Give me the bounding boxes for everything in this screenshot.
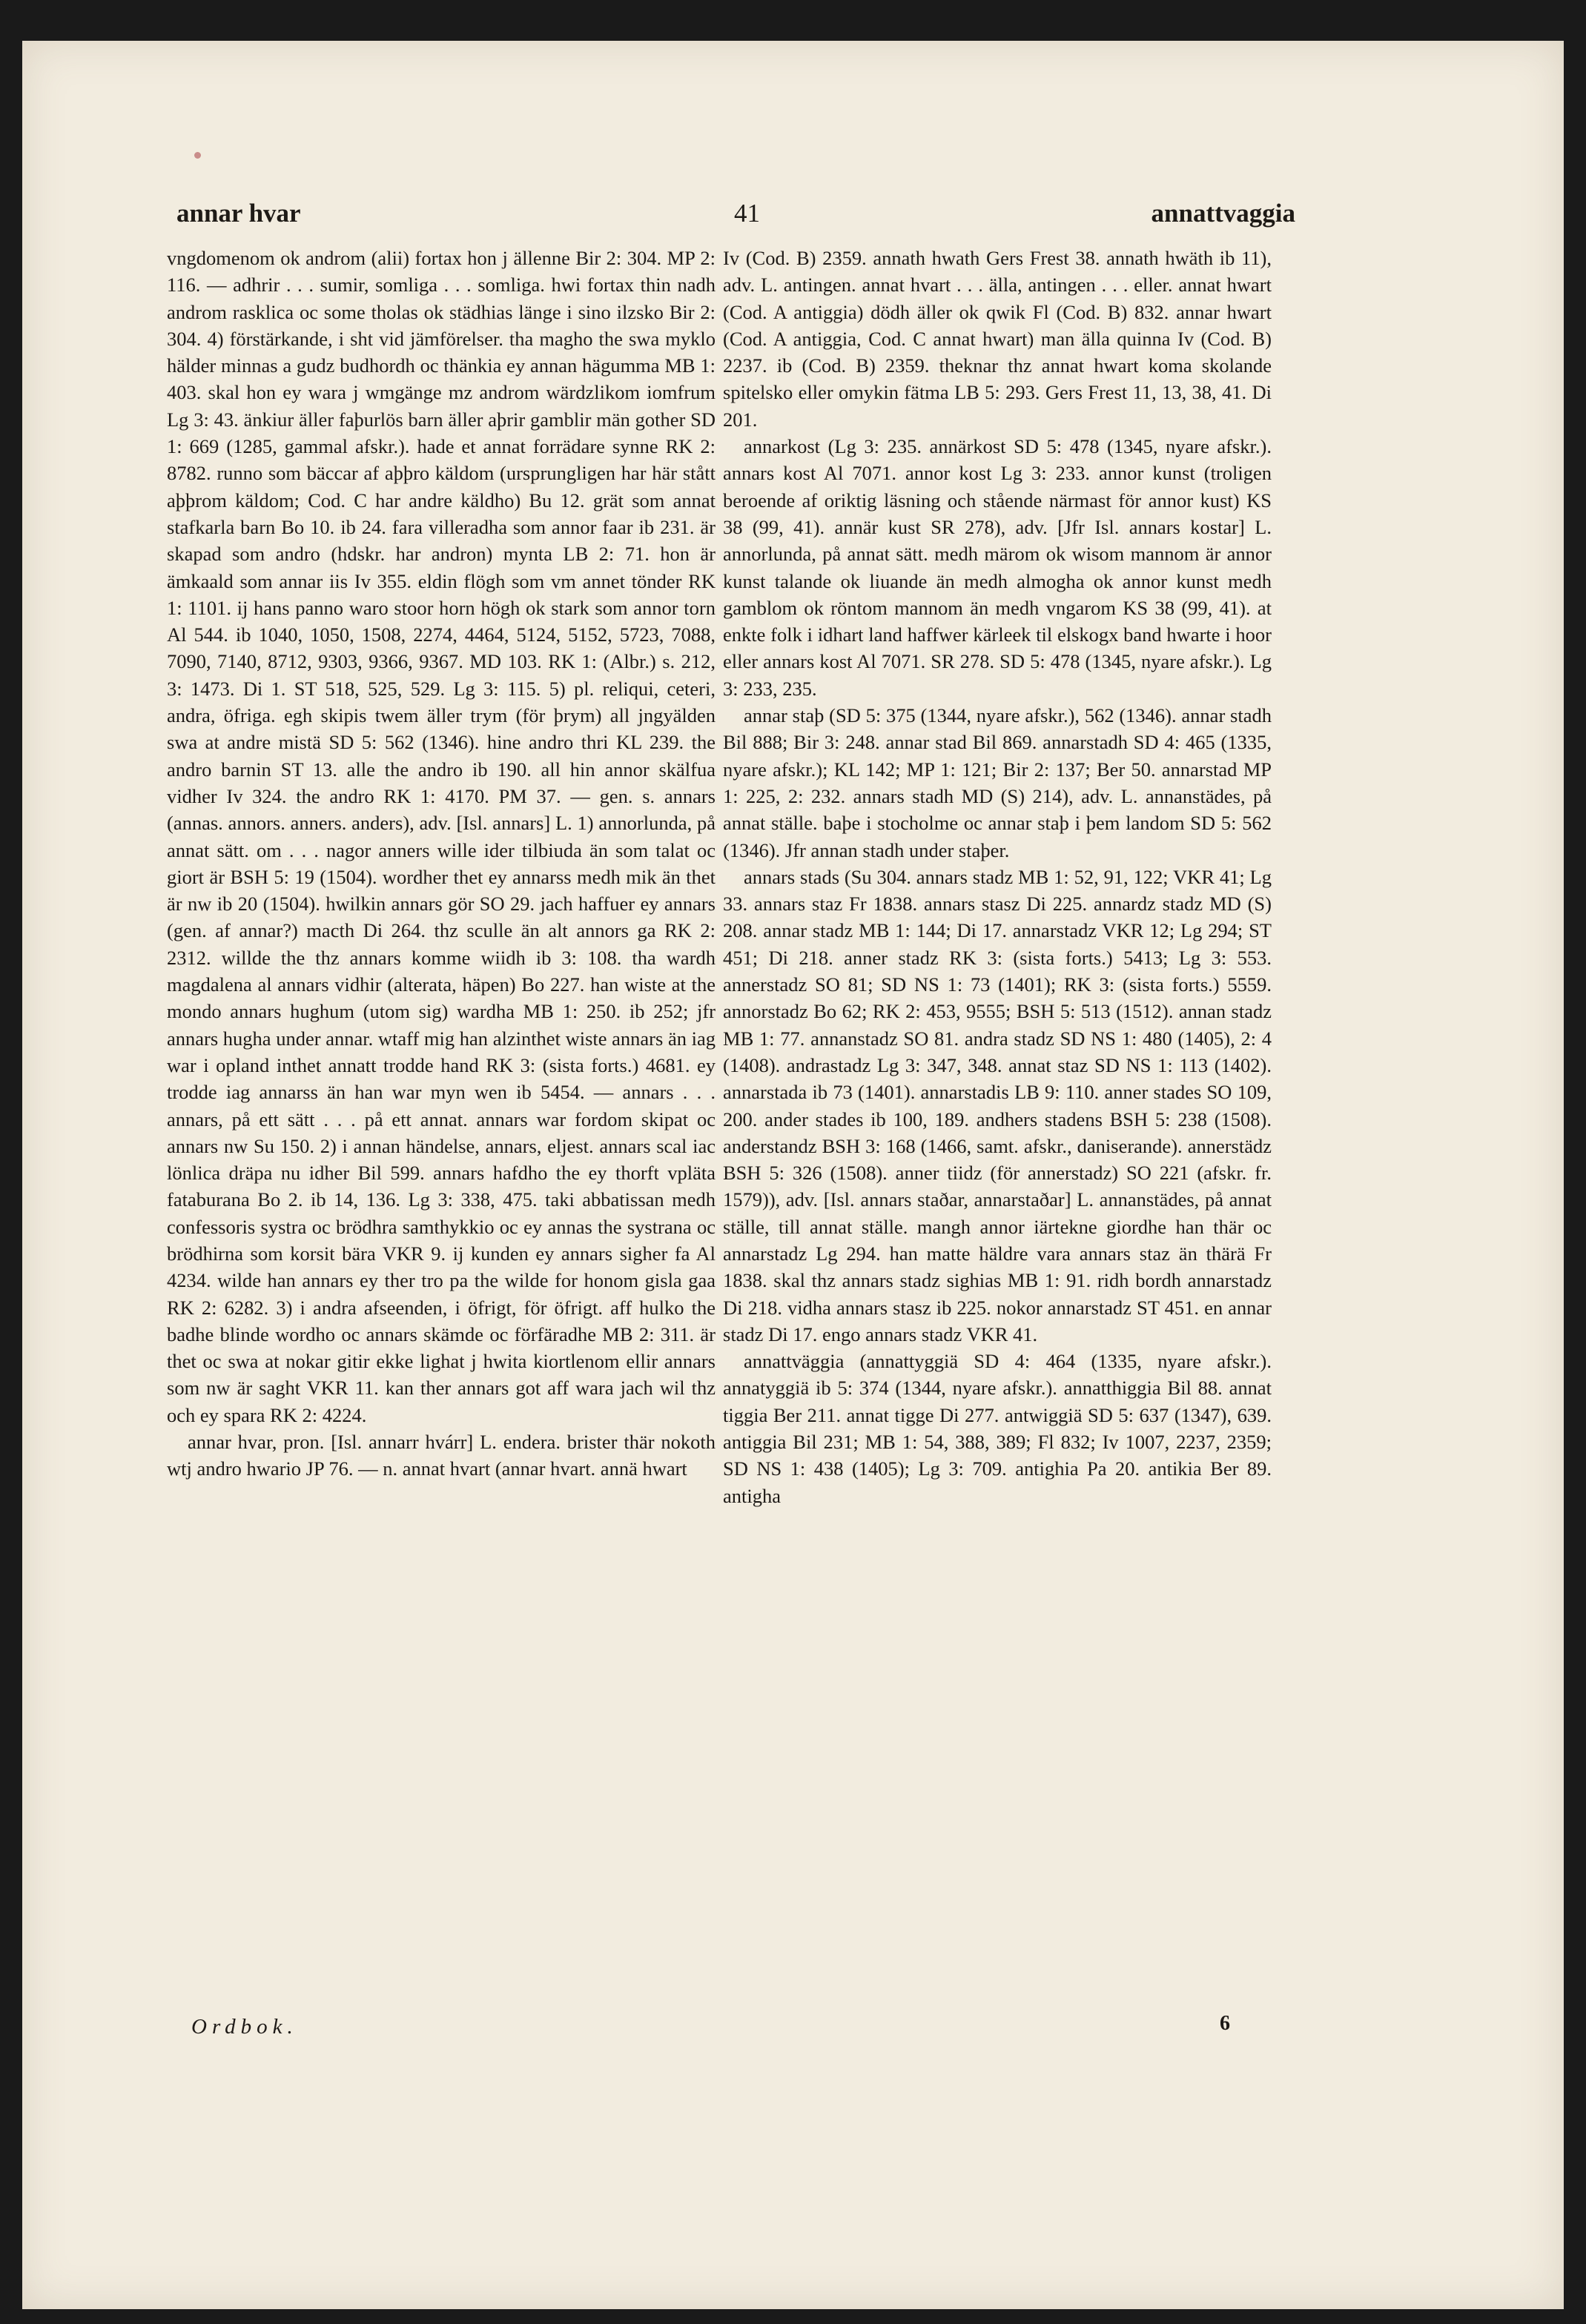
entry-paragraph: annars stads (Su 304. annars stadz MB 1: 52, 91, 122; VKR 41; Lg 33. annars staz Fr 1838. annars stasz Di 225. annardz stadz MD (S) 208. annar stadz MB 1: 144; Di 17. annarstadz VKR 12; Lg 294; ST 451; Di 218. anner stadz RK 3: (sista forts.) 5413; Lg 3: 553. annerstadz SO 81; SD NS 1: 73 (1401); RK 3: (sista forts.) 5559. annorstadz Bo 62; RK 2: 453, 9555; BSH 5: 513 (1512). annan stadz MB 1: 77. annanstadz SO 81. andra stadz SD NS 1: 480 (1405), 2: 4 (1408). andrastadz Lg 3: 347, 348. annat staz SD NS 1: 113 (1402). annarstada ib 73 (1401). annarstadis LB 9: 110. anner stades SO 109, 200. ander stades ib 100, 189. andhers stadens BSH 5: 238 (1508). anderstandz BSH 3: 168 (1466, samt. afskr., daniserande). annerstädz BSH 5: 326 (1508). anner tiidz (för annerstadz) SO 221 (afskr. fr. 1579)), adv. [Isl. annars staðar, annarstaðar] L. annanstädes, på annat ställe, till annat ställe. mangh annor iärtekne giordhe han thär oc annarstadz Lg 294. han matte häldre vara annars staz än thärä Fr 1838. skal thz annars stadz sighias MB 1: 91. ridh bordh annarstadz Di 218. vidha annars stasz ib 225. nokor annarstadz ST 451. en annar stadz Di 17. engo annars stadz VKR 41. <box>723 865 1272 1345</box>
signature-mark: Ordbok. <box>191 2015 298 2039</box>
entry-paragraph: annar hvar, pron. [Isl. annarr hvárr] L. endera. brister thär nokoth wtj andro hwario JP 76. — n. annat hvart (annar hvart. annä hwart <box>167 1431 716 1480</box>
entry-paragraph: vngdomenom ok androm (alii) fortax hon j ällenne Bir 2: 304. MP 2: 116. — adhrir . . . sumir, somliga . . . somliga. hwi fortax thin nadh androm rasklica oc some tholas ok städhias länge i sino ilzsko Bir 2: 304. 4) förstärkande, i sht vid jämförelser. tha magho the swa myklo hälder minnas a gudz budhordh oc thänkia ey annan hägumma MB 1: 403. skal hon ey wara j wmgänge mz androm wärdzlikom iomfrum Lg 3: 43. änkiur äller faþurlös barn äller aþrir gamblir män gother SD 1: 669 (1285, gammal afskr.). hade et annat forrädare synne RK 2: 8782. runno som bäccar af aþþro käldom (ursprungligen har här stått aþþrom käldom; Cod. C har andre käldho) Bu 12. grät som annat stafkarla barn Bo 10. ib 24. fara villeradha som annor faar ib 231. är skapad som andro (hdskr. har andron) mynta LB 2: 71. hon är ämkaald som annar iis Iv 355. eldin flögh som vm annet tönder RK 1: 1101. ij hans panno waro stoor horn högh ok stark som annor torn Al 544. ib 1040, 1050, 1508, 2274, 4464, 5124, 5152, 5723, 7088, 7090, 7140, 8712, 9303, 9366, 9367. MD 103. RK 1: (Albr.) s. 212, 3: 1473. Di 1. ST 518, 525, 529. Lg 3: 115. 5) pl. reliqui, ceteri, andra, öfriga. egh skipis twem äller trym (för þrym) all jngyälden swa at andre mistä SD 5: 562 (1346). hine andro thri KL 239. the andro barnin ST 13. alle the andro ib 190. all hin annor skälfua vidher Iv 324. the andro RK 1: 4170. PM 37. — gen. s. annars (annas. annors. anners. anders), adv. [Isl. annars] L. 1) annorlunda, på annat sätt. om . . . nagor anners wille ider tilbiuda än som talat oc giort är BSH 5: 19 (1504). wordher thet ey annarss medh mik än thet är nw ib 20 (1504). hwilkin annars gör SO 29. jach haffuer ey annars (gen. af annar?) macth Di 264. thz sculle än alt annors ga RK 2: 2312. willde the thz annars komme wiidh ib 3: 108. tha wardh magdalena al annars vidhir (alterata, häpen) Bo 227. han wiste at the mondo annars hughum (utom sig) wardha MB 1: 250. ib 252; jfr annars hugha under annar. wtaff mig han alzinthet wiste annars än iag war i opland inthet annatt trodde hand RK 3: (sista forts.) 4681. ey trodde iag annarss än han war myn wen ib 5454. — annars . . . annars, på ett sätt . . . på ett annat. annars war fordom skipat oc annars nw Su 150. 2) i annan händelse, annars, eljest. annars scal iac lönlica dräpa nu idher Bil 599. annars hafdho the ey thorft vpläta fataburana Bo 2. ib 14, 136. Lg 3: 338, 475. taki abbatissan medh confessoris systra oc brödhra samthykkio oc ey annas the systrana oc brödhirna som korsit bära VKR 9. ij kunden ey annars sigher fa Al 4234. wilde han annars ey ther tro pa the wilde for honom gisla gaa RK 2: 6282. 3) i andra afseenden, i öfrigt, för öfrigt. aff hulko the badhe blinde wordho oc annars skämde oc förfäradhe MB 2: 311. är thet oc swa at nokar gitir ekke lighat j hwita kiortlenom ellir annars som nw är saght VKR 11. kan ther annars got aff wara jach wil thz och ey spara RK 2: 4224. <box>167 247 716 1426</box>
entry-paragraph: Iv (Cod. B) 2359. annath hwath Gers Frest 38. annath hwäth ib 11), adv. L. antingen. annat hvart . . . älla, antingen . . . eller. annat hwart (Cod. A antiggia) dödh äller ok qwik Fl (Cod. B) 832. annar hwart (Cod. A antiggia, Cod. C annat hwart) man älla quinna Iv (Cod. B) 2237. ib (Cod. B) 2359. theknar thz annat hwart koma skolande spitelsko eller omykin fätma LB 5: 293. Gers Frest 11, 13, 38, 41. Di 201. <box>723 247 1272 431</box>
running-head-left: annar hvar <box>176 199 301 228</box>
entry-paragraph: annarkost (Lg 3: 235. annärkost SD 5: 478 (1345, nyare afskr.). annars kost Al 7071. annor kost Lg 3: 233. annor kunst (troligen beroende af oriktig läsning och stående närmast för annor kust) KS 38 (99, 41). annär kust SR 278), adv. [Jfr Isl. annars kostar] L. annorlunda, på annat sätt. medh märom ok wisom mannom är annor kunst talande ok liuande än medh almogha ok annor kunst medh gamblom ok röntom mannom än medh vngarom KS 38 (99, 41). at enkte folk i idhart land haffwer kärleek til elskogx band hwarte i hoor eller annars kost Al 7071. SR 278. SD 5: 478 (1345, nyare afskr.). Lg 3: 233, 235. <box>723 435 1272 700</box>
page-number: 41 <box>734 199 760 228</box>
right-column <box>723 245 1272 1509</box>
entry-paragraph: annar staþ (SD 5: 375 (1344, nyare afskr.), 562 (1346). annar stadh Bil 888; Bir 3: 248. annar stad Bil 869. annarstadh SD 4: 465 (1335, nyare afskr.); KL 142; MP 1: 121; Bir 2: 137; Ber 50. annarstad MP 1: 225, 2: 232. annars stadh MD (S) 214), adv. L. annanstädes, på annat ställe. baþe i stocholme oc annar staþ i þem landom SD 5: 562 (1346). Jfr annan stadh under staþer. <box>723 704 1272 861</box>
left-column <box>167 245 716 1483</box>
entry-paragraph: annattväggia (annattyggiä SD 4: 464 (1335, nyare afskr.). annatyggiä ib 5: 374 (1344, nyare afskr.). annatthiggia Bil 88. annat tiggia Ber 211. annat tigge Di 277. antwiggiä SD 5: 637 (1347), 639. antiggia Bil 231; MB 1: 54, 388, 389; Fl 832; Iv 1007, 2237, 2359; SD NS 1: 438 (1405); Lg 3: 709. antighia Pa 20. antikia Ber 89. antigha <box>723 1350 1272 1507</box>
running-head-right: annattvaggia <box>1151 199 1295 228</box>
gathering-number: 6 <box>1220 2012 1230 2035</box>
page-blemish <box>194 152 201 159</box>
